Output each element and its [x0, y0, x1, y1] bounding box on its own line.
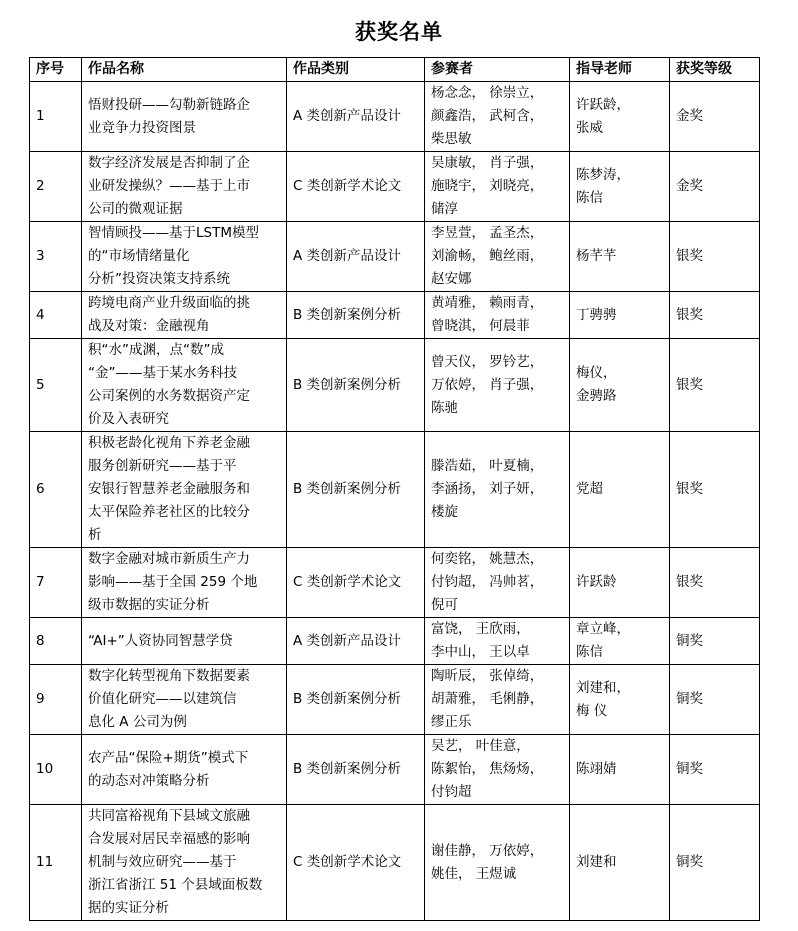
- cell-award: 铜奖: [670, 618, 760, 665]
- cell-advisor: [570, 805, 670, 921]
- cell-members: [425, 665, 570, 735]
- cell-category: B 类创新案例分析: [287, 735, 425, 805]
- cell-line: 业竞争力投资图景: [88, 119, 196, 136]
- cell-title: [82, 618, 287, 665]
- table-header-row: [30, 58, 760, 82]
- cell-line: 曾晓淇， 何晨菲: [431, 318, 530, 334]
- cell-line: 许跃龄: [576, 574, 617, 590]
- cell-line: 价及入表研究: [88, 411, 169, 427]
- cell-title: [82, 805, 287, 921]
- table-row: [30, 152, 760, 222]
- cell-line: 姚佳， 王煜诚: [431, 865, 517, 882]
- cell-line: 公司案例的水务数据资产定: [88, 388, 250, 404]
- cell-line: 智情顾投——基于LSTM模型: [88, 225, 259, 241]
- cell-index: 4: [30, 292, 82, 339]
- cell-line: 富饶， 王欣雨，: [431, 621, 530, 637]
- cell-award: 银奖: [670, 292, 760, 339]
- cell-advisor: [570, 618, 670, 665]
- cell-line: 陈信: [576, 644, 603, 660]
- cell-members: [425, 82, 570, 152]
- cell-line: 杨芊芊: [576, 248, 617, 264]
- cell-line: 合发展对居民幸福感的影响: [88, 831, 250, 847]
- cell-line: 机制与效应研究——基于: [88, 854, 237, 870]
- page-title: 获奖名单: [355, 19, 443, 44]
- cell-line: 陈梦涛，: [576, 166, 630, 183]
- cell-line: 施晓宇， 刘晓亮，: [431, 178, 544, 194]
- cell-line: 共同富裕视角下县域文旅融: [88, 808, 250, 824]
- header-category: 作品类别: [287, 58, 425, 82]
- cell-members: [425, 222, 570, 292]
- cell-line: 数字经济发展是否抑制了企: [88, 155, 250, 171]
- cell-line: 悟财投研——勾勒新链路企: [88, 96, 250, 113]
- cell-members: [425, 152, 570, 222]
- cell-category: A 类创新产品设计: [287, 222, 425, 292]
- cell-line: 储淳: [431, 201, 458, 217]
- cell-line: 农产品“保险+期货”模式下: [88, 749, 249, 766]
- cell-line: 陈絮怡， 焦炀炀，: [431, 761, 544, 777]
- cell-line: 级市数据的实证分析: [88, 597, 210, 613]
- cell-line: 公司的微观证据: [88, 201, 183, 217]
- cell-award: 银奖: [670, 432, 760, 548]
- cell-line: 李涵扬， 刘子妍，: [431, 481, 544, 497]
- cell-index: 8: [30, 618, 82, 665]
- cell-line: 业研发操纵？——基于上市: [88, 178, 250, 194]
- cell-line: 赵安娜: [431, 271, 472, 287]
- header-advisor: 指导老师: [570, 58, 670, 82]
- cell-line: 刘建和: [576, 854, 617, 870]
- cell-line: 据的实证分析: [88, 900, 169, 916]
- cell-line: 浙江省浙江 51 个县域面板数: [88, 877, 263, 893]
- cell-category: C 类创新学术论文: [287, 152, 425, 222]
- cell-advisor: [570, 665, 670, 735]
- cell-line: 服务创新研究——基于平: [88, 458, 237, 474]
- cell-award: 银奖: [670, 339, 760, 432]
- cell-line: 李昱萱， 孟圣杰，: [431, 225, 544, 241]
- cell-line: 颜鑫浩， 武柯含，: [431, 108, 544, 124]
- cell-advisor: [570, 735, 670, 805]
- cell-line: 积“水”成渊，点“数”成: [88, 342, 224, 358]
- cell-members: [425, 339, 570, 432]
- cell-advisor: [570, 339, 670, 432]
- cell-line: 吴艺， 叶佳意，: [431, 738, 530, 754]
- header-members: 参赛者: [425, 58, 570, 82]
- cell-title: [82, 665, 287, 735]
- cell-line: 杨念念， 徐崇立，: [431, 85, 544, 101]
- cell-line: 数字金融对城市新质生产力: [88, 551, 250, 567]
- cell-award: 金奖: [670, 152, 760, 222]
- cell-line: 析: [88, 527, 102, 543]
- cell-line: 跨境电商产业升级面临的挑: [88, 295, 250, 311]
- table-row: [30, 339, 760, 432]
- cell-members: [425, 432, 570, 548]
- cell-line: 章立峰，: [576, 621, 630, 637]
- cell-line: 何奕铭， 姚慧杰，: [431, 551, 544, 567]
- cell-line: “AI+”人资协同智慧学贷: [88, 632, 233, 649]
- cell-line: 安银行智慧养老金融服务和: [88, 481, 250, 497]
- cell-index: 2: [30, 152, 82, 222]
- cell-line: 的“市场情绪量化: [88, 248, 190, 264]
- cell-title: [82, 82, 287, 152]
- cell-line: 谢佳静， 万依婷，: [431, 842, 544, 859]
- cell-award: 银奖: [670, 548, 760, 618]
- cell-line: 缪正乐: [431, 714, 472, 730]
- cell-title: [82, 432, 287, 548]
- cell-title: [82, 152, 287, 222]
- cell-award: 银奖: [670, 222, 760, 292]
- cell-members: [425, 618, 570, 665]
- cell-line: 李中山， 王以卓: [431, 644, 530, 660]
- cell-line: “金”——基于某水务科技: [88, 365, 237, 381]
- cell-line: 梅仪，: [576, 365, 617, 381]
- cell-line: 太平保险养老社区的比较分: [88, 504, 250, 520]
- cell-index: 6: [30, 432, 82, 548]
- cell-line: 陈驰: [431, 399, 458, 416]
- cell-index: 11: [30, 805, 82, 921]
- cell-members: [425, 292, 570, 339]
- cell-line: 丁骋骋: [576, 306, 617, 323]
- cell-line: 楼旋: [431, 504, 458, 520]
- cell-line: 金骋路: [576, 388, 617, 404]
- cell-category: A 类创新产品设计: [287, 618, 425, 665]
- cell-category: B 类创新案例分析: [287, 665, 425, 735]
- cell-line: 付钧超， 冯帅茗，: [431, 574, 544, 590]
- cell-line: 的动态对冲策略分析: [88, 772, 210, 789]
- awards-table: [29, 57, 760, 921]
- cell-index: 7: [30, 548, 82, 618]
- cell-line: 数字化转型视角下数据要素: [88, 668, 250, 684]
- table-row: [30, 548, 760, 618]
- header-award: 获奖等级: [670, 58, 760, 82]
- cell-advisor: [570, 292, 670, 339]
- cell-title: [82, 548, 287, 618]
- table-row: [30, 735, 760, 805]
- cell-advisor: [570, 432, 670, 548]
- cell-index: 9: [30, 665, 82, 735]
- cell-index: 5: [30, 339, 82, 432]
- cell-line: 积极老龄化视角下养老金融: [88, 435, 250, 451]
- cell-index: 10: [30, 735, 82, 805]
- cell-category: B 类创新案例分析: [287, 292, 425, 339]
- cell-line: 党超: [576, 481, 603, 497]
- header-index: 序号: [30, 58, 82, 82]
- cell-award: 铜奖: [670, 735, 760, 805]
- cell-line: 滕浩茹， 叶夏楠，: [431, 458, 544, 474]
- cell-line: 许跃龄，: [576, 96, 630, 113]
- cell-title: [82, 292, 287, 339]
- cell-category: B 类创新案例分析: [287, 339, 425, 432]
- cell-line: 影响——基于全国 259 个地: [88, 574, 258, 590]
- cell-line: 战及对策：金融视角: [88, 318, 210, 334]
- cell-award: 铜奖: [670, 665, 760, 735]
- cell-line: 分析”投资决策支持系统: [88, 271, 230, 287]
- cell-award: 金奖: [670, 82, 760, 152]
- cell-line: 刘建和，: [576, 679, 630, 696]
- cell-members: [425, 805, 570, 921]
- cell-members: [425, 548, 570, 618]
- cell-line: 张威: [576, 119, 603, 136]
- table-row: [30, 432, 760, 548]
- cell-line: 柴思敏: [431, 131, 472, 147]
- cell-line: 曾天仪， 罗钤艺，: [431, 353, 544, 370]
- cell-line: 付钧超: [431, 784, 472, 800]
- cell-title: [82, 735, 287, 805]
- cell-line: 黄靖雅， 赖雨青，: [431, 295, 544, 311]
- cell-index: 1: [30, 82, 82, 152]
- cell-line: 胡萧雅， 毛俐静，: [431, 691, 544, 707]
- cell-category: C 类创新学术论文: [287, 548, 425, 618]
- cell-category: B 类创新案例分析: [287, 432, 425, 548]
- cell-line: 陈翊婧: [576, 761, 617, 777]
- cell-advisor: [570, 548, 670, 618]
- cell-line: 陈信: [576, 189, 603, 206]
- cell-line: 息化 A 公司为例: [88, 714, 187, 730]
- cell-members: [425, 735, 570, 805]
- cell-index: 3: [30, 222, 82, 292]
- cell-award: 铜奖: [670, 805, 760, 921]
- cell-line: 刘渝畅， 鲍丝雨，: [431, 248, 544, 264]
- cell-advisor: [570, 82, 670, 152]
- cell-line: 价值化研究——以建筑信: [88, 691, 237, 707]
- header-title: 作品名称: [82, 58, 287, 82]
- cell-line: 陶昕辰， 张倬绮，: [431, 668, 544, 684]
- table-row: [30, 665, 760, 735]
- cell-line: 梅 仪: [576, 702, 608, 719]
- cell-line: 吴康敏， 肖子强，: [431, 155, 544, 171]
- cell-category: A 类创新产品设计: [287, 82, 425, 152]
- cell-title: [82, 339, 287, 432]
- table-row: [30, 222, 760, 292]
- table-row: [30, 82, 760, 152]
- table-row: [30, 292, 760, 339]
- cell-title: [82, 222, 287, 292]
- table-row: [30, 618, 760, 665]
- cell-advisor: [570, 152, 670, 222]
- table-row: [30, 805, 760, 921]
- cell-advisor: [570, 222, 670, 292]
- cell-category: C 类创新学术论文: [287, 805, 425, 921]
- cell-line: 万依婷， 肖子强，: [431, 376, 544, 393]
- cell-line: 倪可: [431, 597, 458, 613]
